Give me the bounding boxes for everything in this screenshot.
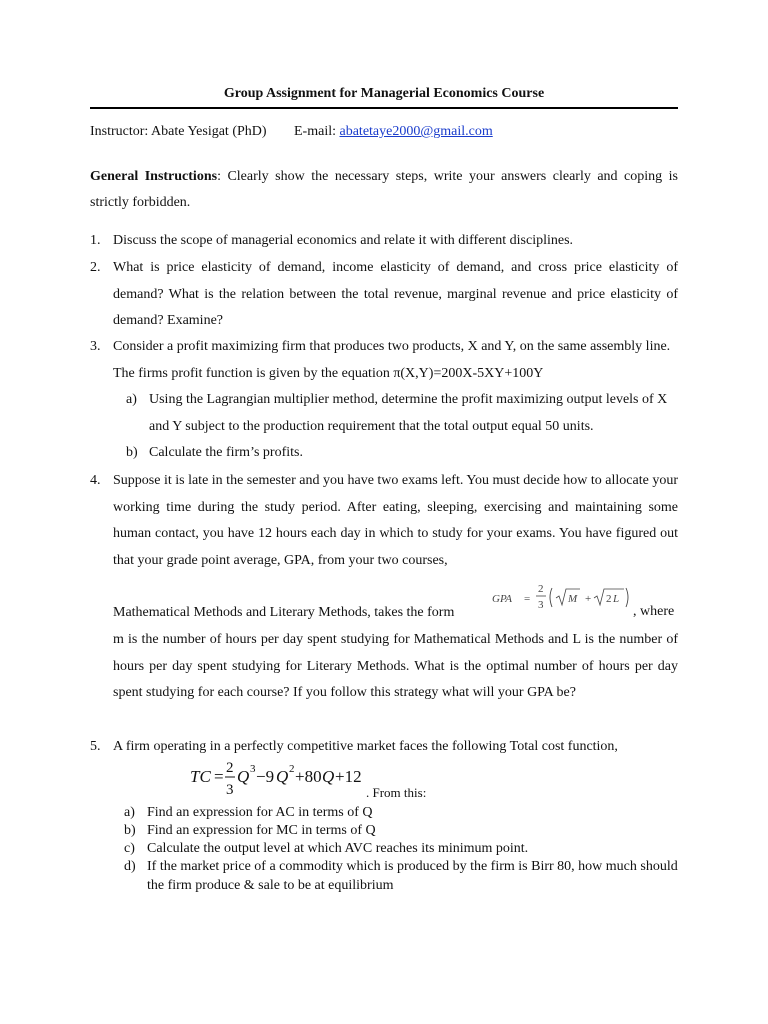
general-instructions-text: : Clearly show the necessary steps, write your answers clearly and coping is strictly forbidden. xyxy=(90,169,678,210)
sub-question-text: Calculate the output level at which AVC reaches its minimum point. xyxy=(147,841,529,856)
email-line xyxy=(294,124,493,140)
tc-exp3: 3 xyxy=(250,763,256,775)
question-number: 3. xyxy=(90,339,101,354)
tc-q3: Q xyxy=(322,767,335,786)
tc-den: 3 xyxy=(226,782,234,798)
gpa-plus: + xyxy=(585,593,592,605)
tc-formula xyxy=(188,756,368,800)
sub-question-letter: c) xyxy=(124,841,135,856)
sub-question-text: Using the Lagrangian multiplier method, determine the profit maximizing output levels of X and Y subject to the production requirement that the total output equal 50 units. xyxy=(149,392,668,434)
sub-question-letter: b) xyxy=(124,823,136,838)
question-5b xyxy=(124,822,680,841)
from-this-text: . From this: xyxy=(366,785,427,800)
question-text-part-1: Suppose it is late in the semester and you have two exams left. You must decide how to allocate your working time during the study period. After eating, sleeping, exercising and maintaining some human contact, you have 12 hours each day in which to study for your exams. You have figured out that your grade point average, GPA, from your two courses, xyxy=(113,473,678,568)
tc-lhs: TC xyxy=(190,767,211,786)
general-instructions-label: General Instructions xyxy=(90,169,218,184)
instructor-line: Instructor: Abate Yesigat (PhD) xyxy=(90,124,267,139)
sub-question-text: Calculate the firm’s profits. xyxy=(149,445,303,460)
gpa-two: 2 xyxy=(606,593,612,605)
tc-q2: Q xyxy=(276,767,289,786)
question-3a xyxy=(126,387,678,440)
question-5 xyxy=(90,734,678,761)
question-5c xyxy=(124,840,680,859)
question-2 xyxy=(90,255,678,335)
general-instructions xyxy=(90,164,678,216)
document-title: Group Assignment for Managerial Economics Course xyxy=(223,86,545,101)
question-number: 4. xyxy=(90,473,101,488)
question-text-part-3: m is the number of hours per day spent studying for Mathematical Methods and L is the number of hours per day spent studying for Literary Methods. What is the optimal number of hours per day spent studying for each course? If you follow this strategy what will your GPA be? xyxy=(113,632,678,700)
question-4-continued xyxy=(90,627,678,707)
tc-num: 2 xyxy=(226,760,234,776)
question-4 xyxy=(90,468,678,574)
gpa-formula xyxy=(490,580,630,616)
question-3b xyxy=(126,440,678,467)
sub-question-letter: d) xyxy=(124,859,136,874)
question-text: Consider a profit maximizing firm that produces two products, X and Y, on the same assembly line. The firms profit function is given by the equation π(X,Y)=200X-5XY+100Y xyxy=(113,339,671,381)
question-5a xyxy=(124,804,680,823)
question-text: A firm operating in a perfectly competitive market faces the following Total cost function, xyxy=(113,739,618,754)
sub-question-letter: a) xyxy=(126,392,137,407)
gpa-eq: = xyxy=(524,593,531,605)
tc-term3: +80 xyxy=(295,767,322,786)
sub-question-text: Find an expression for AC in terms of Q xyxy=(147,805,373,820)
sub-question-letter: b) xyxy=(126,445,138,460)
question-number: 2. xyxy=(90,260,101,275)
email-link[interactable]: abatetaye2000@gmail.com xyxy=(339,124,493,139)
tc-exp2: 2 xyxy=(289,763,295,775)
tc-q1: Q xyxy=(237,767,250,786)
gpa-den: 3 xyxy=(538,599,544,611)
tc-term4: +12 xyxy=(335,767,362,786)
email-label: E-mail: xyxy=(294,124,340,139)
question-text-part-2: Mathematical Methods and Literary Methods, takes the form xyxy=(113,605,455,620)
sub-question-text: Find an expression for MC in terms of Q xyxy=(147,823,376,838)
gpa-lhs: GPA xyxy=(492,593,512,605)
gpa-m: M xyxy=(568,593,578,605)
question-number: 1. xyxy=(90,233,101,248)
sub-question-letter: a) xyxy=(124,805,135,820)
tc-term2: −9 xyxy=(256,767,275,786)
question-text: Discuss the scope of managerial economics and relate it with different disciplines. xyxy=(113,233,574,248)
gpa-l: L xyxy=(613,593,620,605)
question-1 xyxy=(90,228,678,255)
gpa-num: 2 xyxy=(538,583,544,595)
gpa-right-paren xyxy=(626,588,628,607)
question-text: What is price elasticity of demand, income elasticity of demand, and cross price elasticity of demand? What is the relation between the total revenue, marginal revenue and price elasticity of demand? Examine? xyxy=(113,260,678,328)
title-rule xyxy=(90,107,678,109)
question-number: 5. xyxy=(90,739,101,754)
question-5d xyxy=(124,858,680,895)
tc-eq: = xyxy=(214,767,224,786)
sub-question-text: If the market price of a commodity which is produced by the firm is Birr 80, how much should the firm produce & sale to be at equilibrium xyxy=(147,859,678,893)
gpa-left-paren xyxy=(550,588,552,607)
where-text: , where xyxy=(633,604,675,619)
question-3 xyxy=(90,334,678,387)
